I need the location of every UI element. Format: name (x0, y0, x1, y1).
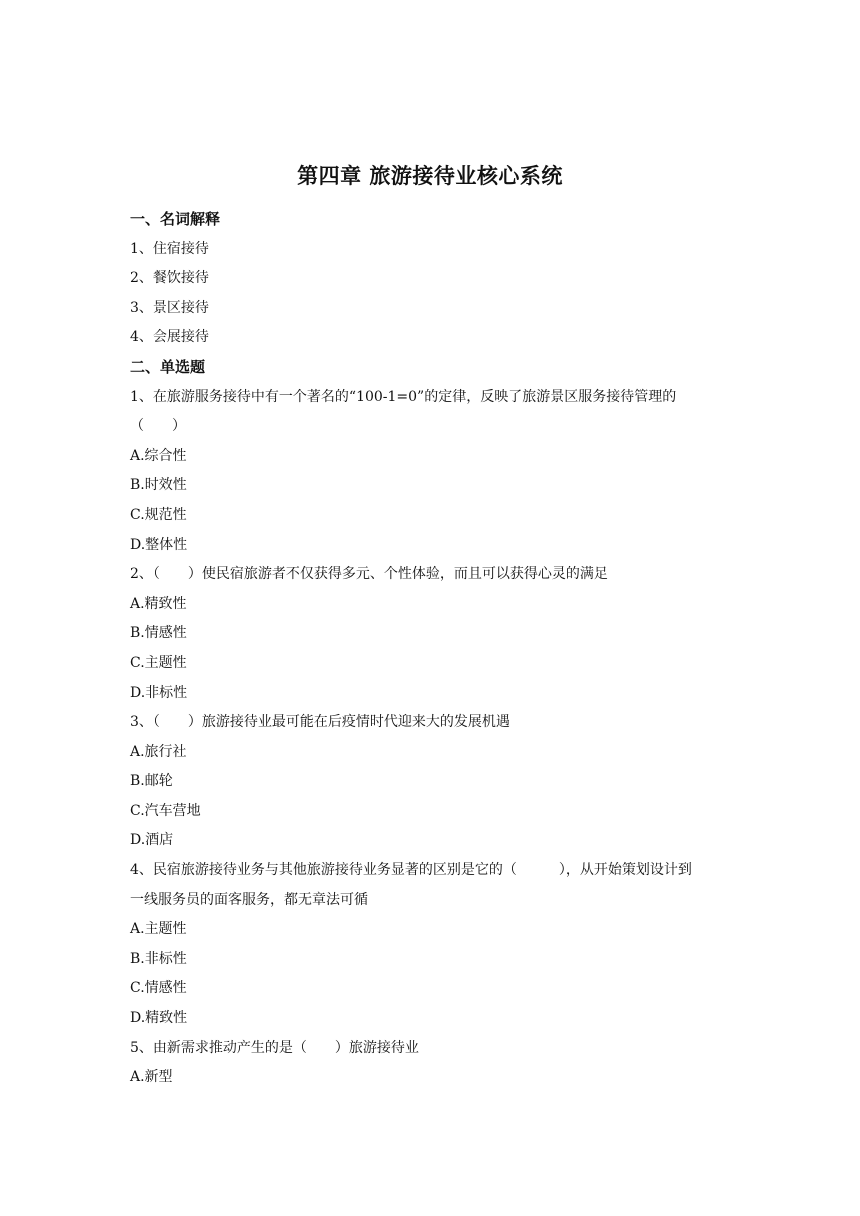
answer-option: C.规范性 (130, 506, 187, 523)
answer-option: C.汽车营地 (130, 802, 201, 819)
answer-option: C.情感性 (130, 980, 187, 997)
question-text: 一线服务员的面客服务，都无章法可循 (130, 891, 368, 908)
answer-option: A.综合性 (130, 447, 187, 464)
answer-option: D.酒店 (130, 832, 174, 849)
question-text: 3、（ ）旅游接待业最可能在后疫情时代迎来大的发展机遇 (130, 714, 510, 731)
section-heading-terms: 一、名词解释 (130, 210, 221, 228)
answer-option: B.情感性 (130, 625, 187, 642)
question-5 (130, 1034, 740, 1093)
answer-option: D.精致性 (130, 1010, 188, 1027)
answer-option: D.非标性 (130, 684, 188, 701)
answer-option: C.主题性 (130, 654, 187, 671)
chapter-title: 第四章 旅游接待业核心系统 (297, 164, 563, 188)
question-2 (130, 560, 740, 708)
answer-option: B.时效性 (130, 477, 187, 494)
answer-option: A.精致性 (130, 595, 187, 612)
question-4 (130, 856, 740, 1034)
answer-option: A.旅行社 (130, 743, 187, 760)
question-3 (130, 708, 740, 856)
term-item: 2、餐饮接待 (130, 270, 209, 287)
answer-option: D.整体性 (130, 536, 188, 553)
document-body (130, 205, 740, 1093)
terms-list (130, 235, 740, 353)
question-text: 4、民宿旅游接待业务与其他旅游接待业务显著的区别是它的（ ），从开始策划设计到 (130, 862, 692, 879)
term-item: 3、景区接待 (130, 299, 209, 316)
answer-option: B.邮轮 (130, 773, 173, 790)
question-1 (130, 383, 740, 561)
question-text: （ ） (130, 418, 186, 435)
answer-option: B.非标性 (130, 950, 187, 967)
answer-option: A.主题性 (130, 921, 187, 938)
question-text: 5、由新需求推动产生的是（ ）旅游接待业 (130, 1039, 419, 1056)
answer-option: A.新型 (130, 1069, 173, 1086)
question-text: 2、（ ）使民宿旅游者不仅获得多元、个性体验，而且可以获得心灵的满足 (130, 566, 608, 583)
term-item: 4、会展接待 (130, 329, 209, 346)
term-item: 1、住宿接待 (130, 240, 209, 257)
section-heading-single-choice: 二、单选题 (130, 357, 206, 376)
question-text: 1、在旅游服务接待中有一个著名的“100-1=0”的定律，反映了旅游景区服务接待管理的 (130, 388, 677, 405)
